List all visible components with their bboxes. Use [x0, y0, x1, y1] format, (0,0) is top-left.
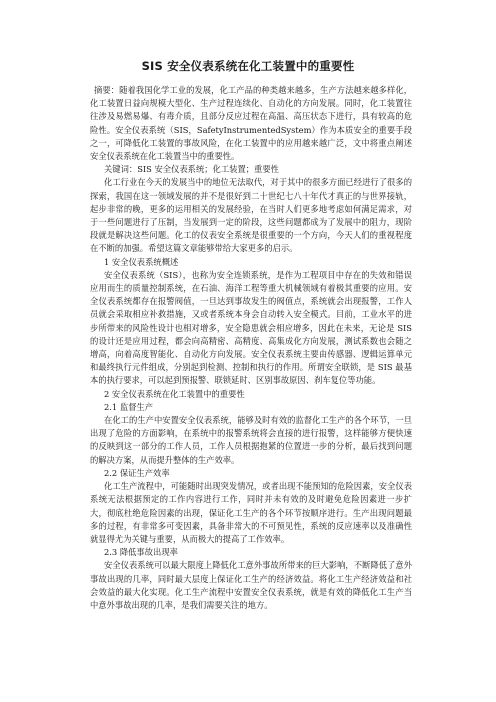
abstract: 摘要：随着我国化学工业的发展，化工产品的种类越来越多，生产方法越来越多样化，化工装置日益向规模大型化、生产过程连续化、自动化的方向发展。同时，化工装置往往涉及易燃易爆、有毒介质，且部分反应过程在高温、高压状态下进行，具有较高的危险性。安全仪表系统（SIS，SafetyInstrumentedSystem）作为本质安全的重要手段之一，可降低化工装置的事故风险，在化工装置中的应用越来越广泛，文中将重点阐述安全仪表系统在化工装置当中的重要性。 [90, 85, 412, 162]
section-2-heading: 2 安全仪表系统在化工装置中的重要性 [104, 388, 245, 399]
section-1-body: 安全仪表系统（SIS），也称为安全连锁系统，是作为工程项目中存在的失效和错误应用而生的质量控制系统，在石油、海洋工程等重大机械领域有着极其重要的应用。安全仪表系统都存在报警阀值，一旦达到事故发生的阀值点，系统就会出现报警，工作人员就会采取相应补救措施，又或者系统本身会自动转入安全模式。目前，工业水平的进步所带来的风险性设计也相对增多，安全隐患就会相应增多，因此在未来，无论是 SIS 的设计还是应用过程，都会向高精密、高精度、高集成化方向发展，测试系数也会随之增高，向着高度智能化、自动化方向发展。安全仪表系统主要由传感器、逻辑运算单元和最终执行元件组成，分别起到检测、控制和执行的作用。所谓安全联锁，是 SIS 最基本的执行要求，可以起到预报警、联锁延时、区别事故原因、刹车复位等功能。 [90, 269, 412, 386]
section-1-heading: 1 安全仪表系统概述 [104, 256, 179, 267]
keywords: 关键词：SIS 安全仪表系统；化工装置；重要性 [104, 164, 279, 175]
section-2-3-heading: 2.3 降低事故出现率 [104, 547, 178, 558]
section-2-1-body: 在化工的生产中安置安全仪表系统，能够及时有效的监督化工生产的各个环节，一旦出现了危险的方面影响，在系统中的报警系统将会直接的进行报警，这样能够方便快速的反映到这一部分的工作人员，工作人员根据抱紧的位置进一步的分析，最后找到问题的解决方案，从而提升整体的生产效率。 [90, 415, 412, 465]
section-2-3-body: 安全仪表系统可以最大限度上降低化工意外事故所带来的巨大影响，不断降低了意外事故出现的几率，同时最大层度上保证化工生产的经济效益。将化工生产经济效益和社会效益的最大化实现。化工生产流程中安置安全仪表系统，就是有效的降低化工生产当中意外事故出现的几率，是我们需要关注的地方。 [90, 560, 412, 610]
paper-body [90, 84, 412, 612]
section-2-2-heading: 2.2 保证生产效率 [104, 467, 170, 478]
section-2-2-body: 化工生产流程中，可能随时出现突发情况，或者出现不能预知的危险因素，安全仪表系统无法根据预定的工作内容进行工作，同时并未有效的及时避免危险因素进一步扩大，彻底杜绝危险因素的出现，保证化工生产的各个环节按顺序进行。生产出现问题最多的过程，有非常多可变因素，具备非常大的不可预见性，系统的反应速率以及准确性就显得尤为关键与重要，从而极大的提高了工作效率。 [90, 481, 412, 544]
paper-title: SIS 安全仪表系统在化工装置中的重要性 [141, 59, 355, 73]
section-2-1-heading: 2.1 监督生产 [104, 401, 154, 412]
intro-paragraph: 化工行业在今天的发展当中的地位无法取代，对于其中的很多方面已经进行了很多的探索，我国在这一领域发展的并不是很好到二十世纪七八十年代才真正的与世界接轨，起步非常的晚，更多的运用相关的发展经验，在当时人们更多地考虑如何满足需求，对于一些问题进行了压制，当发展到一定的阶段，这些问题都成为了发展中的阻力，现阶段就是解决这些问题。化工的仪表安全系统是很重要的一个方向，今天人们的重视程度在不断的加强。希望这篇文章能够带给大家更多的启示。 [90, 177, 412, 254]
